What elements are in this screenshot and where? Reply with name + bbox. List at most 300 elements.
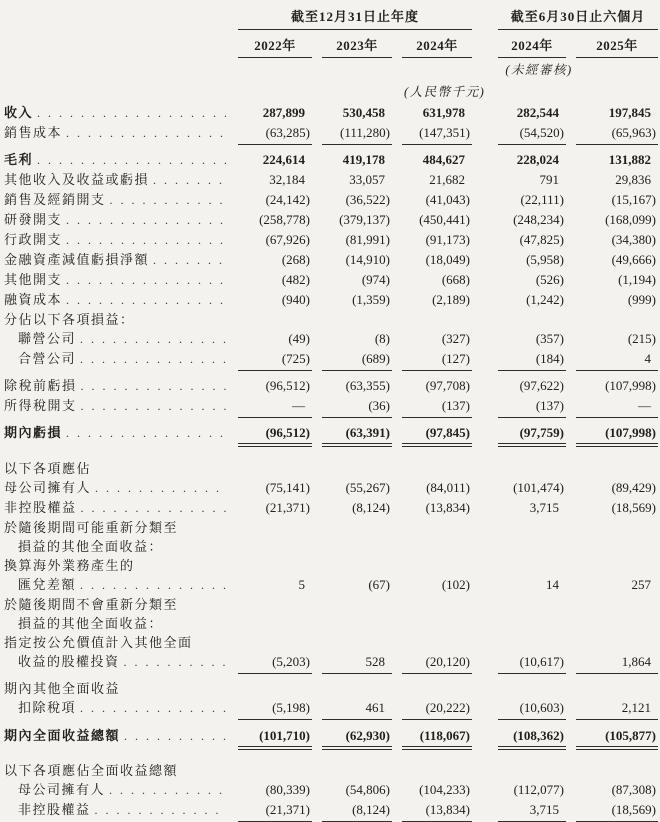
value-text: 287,899	[262, 105, 305, 120]
value-cell	[566, 290, 658, 309]
value-cell	[566, 150, 658, 169]
value-text: 224,614	[262, 152, 305, 167]
value-cell	[228, 423, 312, 447]
value-text: (450,441)	[419, 212, 470, 227]
row-label	[4, 290, 228, 310]
value-cell	[312, 329, 392, 348]
table-row	[4, 329, 660, 349]
value-cell	[566, 230, 658, 249]
table-row	[4, 537, 660, 556]
value-text: (97,708)	[425, 378, 470, 393]
table-row	[4, 575, 660, 595]
table-row	[4, 556, 660, 575]
value-cell	[228, 150, 312, 169]
value-cell	[566, 170, 658, 189]
row-label-text: 聯營公司	[18, 331, 77, 346]
value-text: 21,682	[429, 172, 465, 187]
table-row	[4, 349, 660, 371]
value-cell	[312, 575, 392, 594]
value-cell	[392, 349, 472, 371]
table-row	[4, 170, 660, 190]
value-text: (1,359)	[352, 292, 390, 307]
value-cell	[566, 498, 658, 517]
value-cell	[488, 210, 566, 229]
value-cell	[312, 103, 392, 122]
value-cell	[488, 498, 566, 517]
value-cell	[312, 726, 392, 750]
value-cell	[566, 270, 658, 289]
value-text: (13,834)	[402, 800, 472, 822]
row-label-text: 金融資產減值虧損淨額	[4, 252, 150, 267]
value-text: (47,825)	[519, 232, 564, 247]
row-label-text: 非控股權益	[4, 500, 77, 515]
value-cell	[228, 210, 312, 229]
value-cell	[312, 150, 392, 169]
table-row	[4, 310, 660, 329]
value-cell	[392, 726, 472, 750]
value-cell	[488, 376, 566, 395]
value-cell	[488, 329, 566, 348]
table-row	[4, 459, 660, 478]
value-text: 461	[322, 698, 392, 720]
value-text: (97,622)	[519, 378, 564, 393]
value-text: (248,234)	[513, 212, 564, 227]
value-cell	[488, 250, 566, 269]
value-cell	[488, 575, 566, 594]
value-text: (5,198)	[238, 698, 312, 720]
value-text: 2,121	[576, 698, 658, 720]
row-label	[4, 679, 228, 698]
value-cell	[488, 780, 566, 799]
value-text: (18,569)	[576, 800, 658, 822]
col-year-2024: 2024年	[392, 35, 472, 58]
value-cell	[566, 575, 658, 594]
col-year-2023: 2023年	[312, 35, 392, 58]
row-label	[4, 123, 228, 143]
row-label-text: 行政開支	[4, 232, 63, 247]
value-cell	[392, 210, 472, 229]
value-text: (49)	[288, 331, 310, 346]
value-text: 29,836	[615, 172, 651, 187]
value-cell	[312, 230, 392, 249]
table-row	[4, 595, 660, 614]
value-text: (108,362)	[498, 726, 566, 750]
value-text: (41,043)	[425, 192, 470, 207]
value-cell	[312, 290, 392, 309]
value-cell	[392, 396, 472, 418]
value-text: (137)	[402, 396, 472, 418]
value-cell	[392, 575, 472, 594]
value-text: (80,339)	[265, 782, 310, 797]
row-label	[4, 575, 228, 595]
value-cell	[392, 652, 472, 674]
value-text: 530,458	[342, 105, 385, 120]
value-cell	[566, 652, 658, 674]
value-cell	[228, 270, 312, 289]
value-text: (215)	[627, 331, 656, 346]
row-label	[4, 250, 228, 270]
value-text: (168,099)	[605, 212, 656, 227]
value-text: (18,049)	[425, 252, 470, 267]
row-label	[4, 349, 228, 369]
value-text: (104,233)	[419, 782, 470, 797]
row-label	[4, 190, 228, 210]
value-cell	[228, 349, 312, 371]
row-label-text: 以下各項應佔	[4, 461, 92, 476]
dot-leader	[66, 210, 226, 230]
row-label-text: 分佔以下各項損益：	[4, 312, 135, 327]
row-label-text: 非控股權益	[18, 802, 91, 817]
value-text: 5	[298, 577, 305, 592]
value-cell	[392, 376, 472, 395]
row-label	[4, 329, 228, 349]
value-text: 791	[539, 172, 559, 187]
table-row	[4, 780, 660, 800]
value-text: 631,978	[422, 105, 465, 120]
row-label-text: 收入	[4, 105, 34, 120]
value-cell	[392, 250, 472, 269]
value-cell	[392, 423, 472, 447]
value-cell	[312, 170, 392, 189]
value-cell	[392, 270, 472, 289]
period-group-interim	[488, 6, 658, 30]
row-label-text: 研發開支	[4, 212, 63, 227]
value-text: 3,715	[498, 800, 566, 822]
table-row	[4, 679, 660, 698]
value-text: (67,926)	[265, 232, 310, 247]
value-cell	[566, 103, 658, 122]
row-label	[4, 780, 228, 800]
unaudited-note: (未經審核)	[505, 63, 573, 77]
value-text: (75,141)	[265, 480, 310, 495]
value-cell	[488, 123, 566, 145]
value-cell	[566, 800, 658, 822]
value-text: (63,285)	[238, 123, 312, 145]
dot-leader	[80, 329, 226, 349]
value-text: (21,371)	[265, 500, 310, 515]
unaudited-note-row	[4, 60, 660, 78]
value-cell	[392, 123, 472, 145]
value-text: (107,998)	[605, 378, 656, 393]
col-year-2025-interim: 2025年	[566, 35, 658, 58]
value-text: 14	[546, 577, 559, 592]
value-cell	[488, 103, 566, 122]
value-text: (258,778)	[259, 212, 310, 227]
value-text: 32,184	[269, 172, 305, 187]
value-text: (55,267)	[345, 480, 390, 495]
value-text: (127)	[402, 349, 472, 371]
value-cell	[566, 349, 658, 371]
dot-leader	[66, 270, 226, 290]
value-text: (137)	[498, 396, 566, 418]
value-text: 484,627	[422, 152, 465, 167]
row-label	[4, 726, 228, 746]
value-text: (84,011)	[426, 480, 470, 495]
value-cell	[312, 780, 392, 799]
dot-leader	[124, 652, 226, 672]
row-label-text: 母公司擁有人	[18, 782, 106, 797]
row-label	[4, 210, 228, 230]
value-cell	[228, 575, 312, 594]
value-text: (13,834)	[425, 500, 470, 515]
value-text: 3,715	[529, 500, 559, 515]
value-cell	[228, 800, 312, 822]
dot-leader	[95, 478, 226, 498]
value-cell	[488, 270, 566, 289]
row-label	[4, 396, 228, 416]
row-label-text: 其他開支	[4, 272, 63, 287]
row-label-text: 合營公司	[18, 351, 77, 366]
value-cell	[228, 478, 312, 497]
value-text: 4	[576, 349, 658, 371]
row-label	[4, 633, 228, 652]
value-cell	[312, 270, 392, 289]
table-row	[4, 210, 660, 230]
table-row	[4, 250, 660, 270]
dot-leader	[110, 190, 226, 210]
value-text: (54,806)	[345, 782, 390, 797]
value-text: (940)	[281, 292, 310, 307]
period-group-annual-title: 截至12月31日止年度	[238, 6, 472, 30]
dot-leader	[95, 800, 226, 820]
row-label	[4, 537, 228, 556]
row-label-text: 融資成本	[4, 292, 63, 307]
value-cell	[392, 190, 472, 209]
value-text: (62,930)	[322, 726, 392, 750]
row-label-text: 除稅前虧損	[4, 378, 77, 393]
row-label-text: 於隨後期間可能重新分類至	[4, 520, 179, 535]
value-cell	[228, 190, 312, 209]
value-cell	[228, 396, 312, 418]
value-cell	[488, 190, 566, 209]
value-cell	[312, 210, 392, 229]
dot-leader	[109, 780, 226, 800]
row-label-text: 其他收入及收益或虧損	[4, 172, 150, 187]
value-text: (1,194)	[618, 272, 656, 287]
value-cell	[566, 376, 658, 395]
value-text: (5,958)	[526, 252, 564, 267]
value-text: (118,067)	[402, 726, 472, 750]
table-row	[4, 103, 660, 123]
dot-leader	[37, 150, 226, 170]
row-label	[4, 652, 228, 672]
value-text: (999)	[627, 292, 656, 307]
row-label	[4, 459, 228, 478]
value-cell	[488, 652, 566, 674]
value-text: (63,355)	[345, 378, 390, 393]
value-text: (87,308)	[611, 782, 656, 797]
value-text: —	[238, 396, 312, 418]
value-cell	[228, 698, 312, 720]
value-cell	[566, 780, 658, 799]
value-cell	[488, 698, 566, 720]
value-text: 282,544	[516, 105, 559, 120]
col-year-2024-interim: 2024年	[488, 35, 566, 58]
value-text: (97,759)	[498, 423, 566, 447]
row-label	[4, 150, 228, 170]
value-text: 528	[322, 652, 392, 674]
value-cell	[312, 498, 392, 517]
value-text: (81,991)	[345, 232, 390, 247]
value-cell	[312, 652, 392, 674]
value-text: (102)	[441, 577, 470, 592]
value-text: 33,057	[349, 172, 385, 187]
value-text: (20,222)	[402, 698, 472, 720]
row-label	[4, 103, 228, 123]
dot-leader	[81, 376, 226, 396]
value-cell	[488, 150, 566, 169]
dot-leader	[66, 290, 226, 310]
value-text: (105,877)	[576, 726, 658, 750]
row-label	[4, 498, 228, 518]
dot-leader	[66, 423, 226, 443]
value-cell	[566, 250, 658, 269]
value-cell	[488, 396, 566, 418]
value-cell	[312, 396, 392, 418]
row-label-text: 收益的股權投資	[18, 654, 120, 669]
row-label-text: 換算海外業務產生的	[4, 558, 135, 573]
row-label-text: 毛利	[4, 152, 34, 167]
table-row	[4, 800, 660, 822]
value-cell	[312, 376, 392, 395]
value-text: (1,242)	[526, 292, 564, 307]
value-text: (91,173)	[425, 232, 470, 247]
row-label	[4, 170, 228, 190]
col-year-2022: 2022年	[228, 35, 312, 58]
table-row	[4, 270, 660, 290]
value-cell	[312, 800, 392, 822]
currency-note-row	[4, 82, 660, 100]
table-row	[4, 698, 660, 720]
value-text: 131,882	[608, 152, 651, 167]
table-row	[4, 123, 660, 145]
row-label-text: 損益的其他全面收益：	[18, 539, 164, 554]
value-cell	[566, 423, 658, 447]
value-text: 197,845	[608, 105, 651, 120]
value-cell	[392, 498, 472, 517]
table-row	[4, 290, 660, 310]
row-label-text: 銷售及經銷開支	[4, 192, 106, 207]
value-cell	[392, 329, 472, 348]
value-text: (107,998)	[576, 423, 658, 447]
table-row	[4, 726, 660, 750]
value-cell	[312, 423, 392, 447]
value-text: (63,391)	[322, 423, 392, 447]
value-cell	[312, 478, 392, 497]
value-cell	[392, 800, 472, 822]
currency-note: (人民幣千元)	[404, 85, 486, 99]
value-text: (101,710)	[238, 726, 312, 750]
value-text: (20,120)	[402, 652, 472, 674]
table-row	[4, 230, 660, 250]
value-text: —	[576, 396, 658, 418]
value-cell	[488, 423, 566, 447]
row-label	[4, 230, 228, 250]
value-cell	[566, 123, 658, 145]
value-text: 1,864	[576, 652, 658, 674]
value-text: (15,167)	[611, 192, 656, 207]
row-label-text: 於隨後期間不會重新分類至	[4, 597, 179, 612]
dot-leader	[66, 230, 226, 250]
table-row	[4, 150, 660, 170]
value-text: (147,351)	[402, 123, 472, 145]
value-text: (97,845)	[402, 423, 472, 447]
row-label-text: 以下各項應佔全面收益總額	[4, 763, 179, 778]
row-label	[4, 376, 228, 396]
value-text: (8)	[374, 331, 390, 346]
value-text: (54,520)	[498, 123, 566, 145]
value-text: (21,371)	[238, 800, 312, 822]
row-label-text: 期內全面收益總額	[4, 728, 121, 743]
value-text: (268)	[281, 252, 310, 267]
value-text: (96,512)	[238, 423, 312, 447]
value-cell	[228, 376, 312, 395]
period-group-interim-title: 截至6月30日止六個月	[498, 6, 658, 30]
value-cell	[392, 478, 472, 497]
dot-leader	[80, 349, 226, 369]
value-cell	[488, 349, 566, 371]
value-cell	[312, 349, 392, 371]
value-text: (111,280)	[322, 123, 392, 145]
value-text: (2,189)	[432, 292, 470, 307]
value-cell	[228, 290, 312, 309]
value-cell	[566, 726, 658, 750]
value-text: (24,142)	[265, 192, 310, 207]
value-cell	[312, 698, 392, 720]
table-row	[4, 376, 660, 396]
value-text: (36,522)	[345, 192, 390, 207]
row-label-text: 指定按公允價值計入其他全面	[4, 635, 193, 650]
period-group-annual	[228, 6, 472, 30]
value-cell	[228, 230, 312, 249]
value-cell	[392, 170, 472, 189]
row-label	[4, 310, 228, 329]
value-text: (65,963)	[576, 123, 658, 145]
value-text: (668)	[441, 272, 470, 287]
value-text: (96,512)	[265, 378, 310, 393]
value-text: 419,178	[342, 152, 385, 167]
value-text: (482)	[281, 272, 310, 287]
value-text: (725)	[238, 349, 312, 371]
value-text: (14,910)	[345, 252, 390, 267]
value-cell	[312, 123, 392, 145]
table-row	[4, 614, 660, 633]
table-row	[4, 652, 660, 674]
value-cell	[488, 230, 566, 249]
value-text: (357)	[535, 331, 564, 346]
dot-leader	[66, 123, 226, 143]
value-text: (34,380)	[611, 232, 656, 247]
value-text: 228,024	[516, 152, 559, 167]
value-cell	[392, 698, 472, 720]
value-text: (8,124)	[352, 500, 390, 515]
row-label	[4, 518, 228, 537]
value-cell	[228, 250, 312, 269]
header-period-groups	[4, 6, 660, 30]
row-label-text: 匯兌差額	[18, 577, 77, 592]
value-text: (36)	[322, 396, 392, 418]
table-row	[4, 190, 660, 210]
value-cell	[228, 652, 312, 674]
row-label	[4, 423, 228, 443]
table-row	[4, 633, 660, 652]
value-cell	[312, 190, 392, 209]
dot-leader	[124, 726, 226, 746]
dot-leader	[80, 698, 226, 718]
value-text: (67)	[368, 577, 390, 592]
value-cell	[228, 498, 312, 517]
dot-leader	[81, 498, 226, 518]
